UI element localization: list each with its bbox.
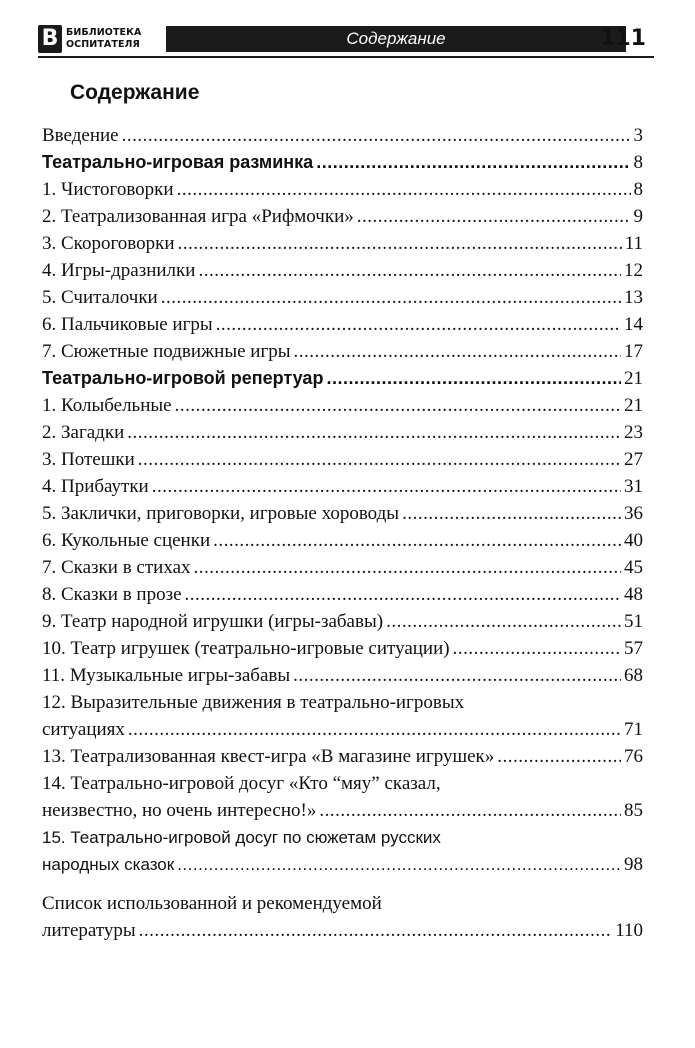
toc-entry-line	[42, 257, 643, 284]
toc-entry-line	[42, 473, 643, 500]
page-title: Содержание	[70, 81, 200, 104]
toc-dot-leader	[152, 473, 621, 500]
toc-dot-leader	[497, 743, 621, 770]
toc-entry-title: 6. Кукольные сценки	[42, 530, 211, 551]
toc-entry-title: 15. Театрально-игровой досуг по сюжетам русских	[42, 828, 441, 847]
toc-entry-line	[42, 527, 643, 554]
toc-dot-leader	[178, 230, 622, 257]
toc-page-number: 11	[624, 233, 643, 254]
toc-dot-leader	[177, 851, 621, 878]
toc-entry[interactable]	[42, 743, 643, 770]
running-title: Содержание	[166, 26, 626, 52]
toc-entry-line	[42, 662, 643, 689]
toc-dot-leader	[139, 917, 613, 944]
series-logo-icon: В	[38, 25, 62, 53]
toc-dot-leader	[213, 527, 621, 554]
toc-entry-title: 9. Театр народной игрушки (игры-забавы)	[42, 611, 384, 632]
series-logo-line1: БИБЛИОТЕКА	[66, 27, 142, 38]
toc-dot-leader	[453, 635, 621, 662]
toc-entry[interactable]	[42, 635, 643, 662]
toc-entry-line	[42, 446, 643, 473]
toc-entry[interactable]	[42, 419, 643, 446]
table-of-contents	[42, 122, 643, 944]
page-header	[38, 25, 654, 59]
toc-page-number: 57	[624, 638, 643, 659]
toc-dot-leader	[128, 716, 621, 743]
toc-entry[interactable]	[42, 890, 643, 944]
toc-dot-leader	[127, 419, 621, 446]
toc-entry[interactable]	[42, 203, 643, 230]
toc-entry-title: 1. Чистоговорки	[42, 179, 174, 200]
toc-entry[interactable]	[42, 257, 643, 284]
toc-entry-title: 7. Сюжетные подвижные игры	[42, 341, 291, 362]
toc-entry-title: ситуациях	[42, 719, 125, 740]
toc-entry[interactable]	[42, 284, 643, 311]
toc-entry-line	[42, 890, 643, 917]
toc-entry-line	[42, 917, 643, 944]
toc-dot-leader	[319, 797, 621, 824]
toc-dot-leader	[216, 311, 621, 338]
toc-entry-line	[42, 500, 643, 527]
toc-page-number: 23	[624, 422, 643, 443]
toc-section-heading[interactable]	[42, 365, 643, 392]
toc-entry-line	[42, 392, 643, 419]
toc-entry-title: 4. Игры-дразнилки	[42, 260, 196, 281]
toc-dot-leader	[122, 122, 631, 149]
toc-page-number: 40	[624, 530, 643, 551]
toc-entry-title: 5. Считалочки	[42, 287, 158, 308]
toc-entry-line	[42, 608, 643, 635]
toc-page-number: 68	[624, 665, 643, 686]
toc-page-number: 12	[624, 260, 643, 281]
toc-entry[interactable]	[42, 527, 643, 554]
toc-entry-title: Введение	[42, 125, 119, 146]
toc-entry-title: 6. Пальчиковые игры	[42, 314, 213, 335]
page-number: 111	[600, 26, 646, 51]
toc-entry[interactable]	[42, 230, 643, 257]
toc-page-number: 21	[624, 368, 643, 389]
toc-entry-line	[42, 824, 643, 851]
toc-entry-title: Список использованной и рекомендуемой	[42, 893, 382, 914]
toc-entry-line	[42, 311, 643, 338]
toc-entry[interactable]	[42, 689, 643, 743]
toc-entry-line	[42, 635, 643, 662]
toc-page-number: 8	[633, 179, 643, 200]
toc-entry-line	[42, 554, 643, 581]
toc-entry[interactable]	[42, 446, 643, 473]
toc-entry-line	[42, 365, 643, 392]
toc-entry[interactable]	[42, 176, 643, 203]
toc-entry-title: Театрально-игровая разминка	[42, 152, 314, 172]
toc-page-number: 110	[615, 920, 643, 941]
toc-dot-leader	[185, 581, 621, 608]
toc-page-number: 85	[624, 800, 643, 821]
toc-dot-leader	[357, 203, 631, 230]
toc-entry-title: 3. Потешки	[42, 449, 135, 470]
toc-entry-title: 14. Театрально-игровой досуг «Кто “мяу” сказал,	[42, 773, 441, 794]
toc-entry-title: 2. Театрализованная игра «Рифмочки»	[42, 206, 354, 227]
toc-dot-leader	[198, 257, 621, 284]
toc-entry-title: 7. Сказки в стихах	[42, 557, 191, 578]
toc-dot-leader	[194, 554, 621, 581]
toc-entry-title: 4. Прибаутки	[42, 476, 149, 497]
toc-entry-line	[42, 419, 643, 446]
toc-page-number: 31	[624, 476, 643, 497]
toc-entry-line	[42, 230, 643, 257]
toc-entry-line	[42, 203, 643, 230]
toc-entry-line	[42, 770, 643, 797]
toc-entry[interactable]	[42, 311, 643, 338]
toc-entry[interactable]	[42, 500, 643, 527]
toc-page-number: 9	[633, 206, 643, 227]
toc-entry[interactable]	[42, 554, 643, 581]
header-rule	[38, 56, 654, 58]
toc-entry-title: литературы	[42, 920, 136, 941]
toc-page-number: 17	[624, 341, 643, 362]
toc-entry-title: 1. Колыбельные	[42, 395, 172, 416]
toc-entry[interactable]	[42, 581, 643, 608]
toc-entry-line	[42, 689, 643, 716]
toc-page-number: 14	[624, 314, 643, 335]
toc-entry-title: неизвестно, но очень интересно!»	[42, 800, 317, 821]
toc-entry-line	[42, 851, 643, 878]
toc-page-number: 13	[624, 287, 643, 308]
toc-entry[interactable]	[42, 608, 643, 635]
toc-entry[interactable]	[42, 122, 643, 149]
toc-page-number: 71	[624, 719, 643, 740]
toc-entry-line	[42, 743, 643, 770]
toc-entry[interactable]	[42, 392, 643, 419]
toc-entry-title: 12. Выразительные движения в театрально-игровых	[42, 692, 465, 713]
toc-entry-title: 5. Заклички, приговорки, игровые хороводы	[42, 503, 400, 524]
toc-dot-leader	[402, 500, 621, 527]
toc-entry[interactable]	[42, 824, 643, 878]
toc-entry-title: Театрально-игровой репертуар	[42, 368, 324, 388]
toc-dot-leader	[386, 608, 621, 635]
toc-section-gap	[42, 878, 643, 890]
toc-entry-line	[42, 338, 643, 365]
toc-entry-line	[42, 176, 643, 203]
toc-page-number: 36	[624, 503, 643, 524]
toc-entry-line	[42, 581, 643, 608]
toc-entry-title: 3. Скороговорки	[42, 233, 175, 254]
series-logo-text	[66, 27, 141, 51]
toc-page-number: 51	[624, 611, 643, 632]
toc-entry-title: народных сказок	[42, 855, 175, 874]
toc-page-number: 8	[633, 152, 643, 173]
toc-entry-title: 8. Сказки в прозе	[42, 584, 182, 605]
toc-dot-leader	[316, 149, 630, 176]
toc-page-number: 48	[624, 584, 643, 605]
toc-dot-leader	[326, 365, 621, 392]
toc-entry-line	[42, 716, 643, 743]
toc-entry-line	[42, 122, 643, 149]
toc-dot-leader	[177, 176, 631, 203]
toc-entry-title: 10. Театр игрушек (театрально-игровые ситуации)	[42, 638, 450, 659]
toc-dot-leader	[175, 392, 621, 419]
toc-entry-title: 11. Музыкальные игры-забавы	[42, 665, 291, 686]
toc-section-heading[interactable]	[42, 149, 643, 176]
toc-page-number: 98	[624, 854, 643, 875]
toc-entry-line	[42, 149, 643, 176]
toc-entry-line	[42, 284, 643, 311]
toc-dot-leader	[294, 338, 621, 365]
toc-page-number: 45	[624, 557, 643, 578]
toc-entry[interactable]	[42, 662, 643, 689]
toc-page-number: 27	[624, 449, 643, 470]
toc-dot-leader	[138, 446, 621, 473]
toc-page-number: 21	[624, 395, 643, 416]
toc-entry-title: 13. Театрализованная квест-игра «В магазине игрушек»	[42, 746, 495, 767]
toc-dot-leader	[161, 284, 621, 311]
toc-entry-title: 2. Загадки	[42, 422, 125, 443]
toc-dot-leader	[293, 662, 621, 689]
toc-entry-line	[42, 797, 643, 824]
toc-page-number: 3	[633, 125, 643, 146]
toc-entry[interactable]	[42, 338, 643, 365]
toc-page-number: 76	[624, 746, 643, 767]
toc-entry[interactable]	[42, 770, 643, 824]
toc-entry[interactable]	[42, 473, 643, 500]
series-logo-line2: ОСПИТАТЕЛЯ	[66, 39, 140, 50]
